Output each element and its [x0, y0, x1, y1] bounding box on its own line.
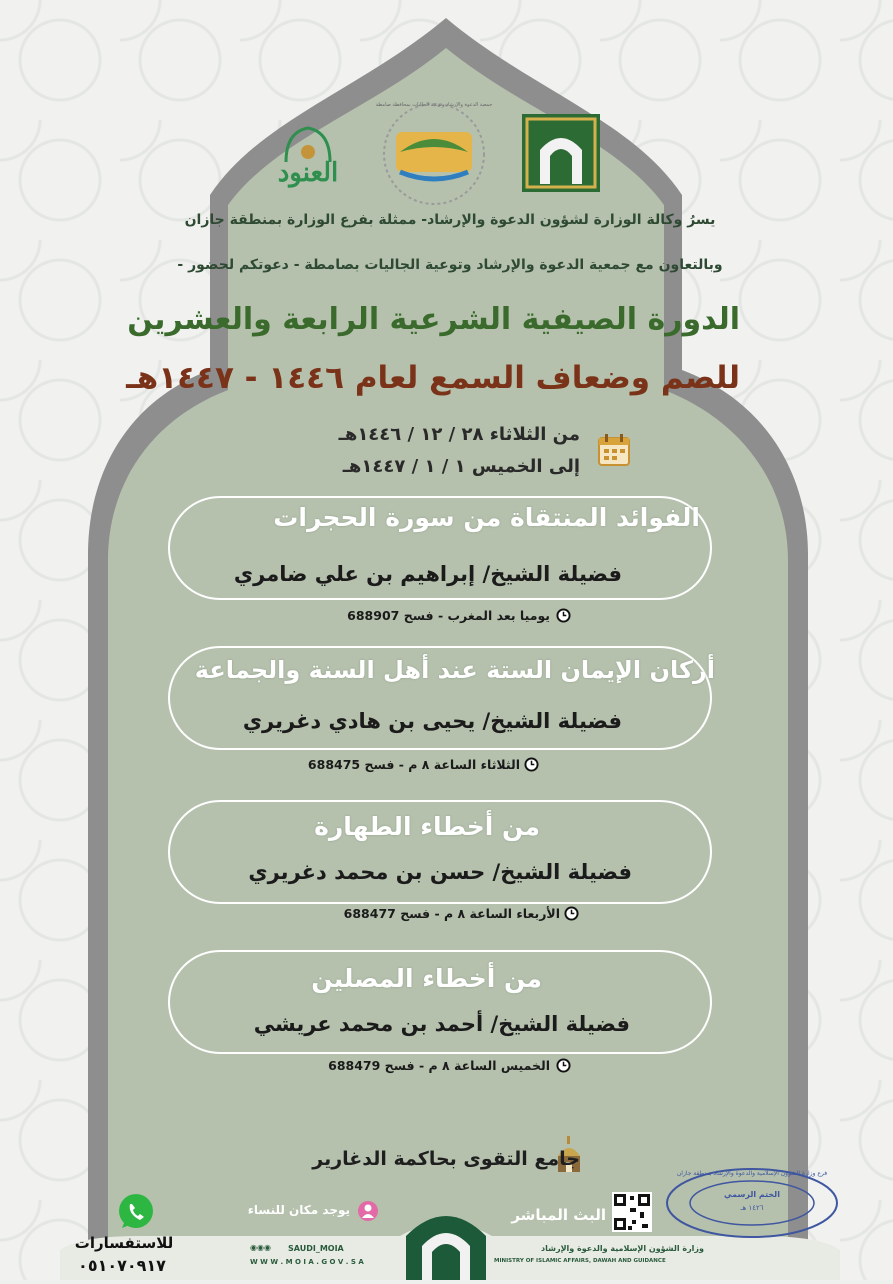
ministry-name-ar: وزارة الشؤون الإسلامية والدعوة والإرشاد — [541, 1244, 704, 1253]
course-sheikh-3: فضيلة الشيخ/ حسن بن محمد دغريري — [248, 860, 632, 884]
course-time-2: الثلاثاء الساعة ٨ م - فسح 688475 — [307, 757, 520, 772]
course-time-4: الخميس الساعة ٨ م - فسح 688479 — [328, 1058, 550, 1073]
course-title-3: من أخطاء الطهارة — [314, 812, 540, 841]
clock-icon — [564, 906, 579, 921]
association-logo — [374, 96, 494, 208]
date-from: من الثلاثاء ٢٨ / ١٢ / ١٤٤٦هـ — [338, 424, 580, 445]
stamp-text: فرع وزارة الشؤون الإسلامية والدعوة والإرشاد بمنطقة جازان — [676, 1170, 828, 1177]
intro-line-1: يسرُ وكالة الوزارة لشؤون الدعوة والإرشاد- ممثلة بفرع الوزارة بمنطقة جازان — [184, 212, 716, 228]
clock-icon — [556, 608, 571, 623]
association-caption: جمعية الدعوة والإرشاد وتوعية الجاليات بمحافظة صامطة — [375, 102, 493, 108]
date-to: إلى الخميس ١ / ١ / ١٤٤٧هـ — [342, 456, 580, 477]
course-sheikh-1: فضيلة الشيخ/ إبراهيم بن علي ضامري — [233, 562, 622, 586]
whatsapp-icon[interactable] — [116, 1192, 156, 1232]
mosque-name: جامع التقوى بحاكمة الدغارير — [312, 1148, 580, 1170]
course-title-2: أركان الإيمان الستة عند أهل السنة والجماعة — [194, 656, 715, 684]
ministry-logo — [518, 110, 604, 196]
women-icon — [357, 1200, 379, 1222]
inquiries-label: للاستفسارات — [74, 1234, 174, 1252]
course-title-1: الفوائد المنتقاة من سورة الحجرات — [273, 503, 700, 532]
course-sheikh-2: فضيلة الشيخ/ يحيى بن هادي دغريري — [242, 709, 622, 733]
course-title-4: من أخطاء المصلين — [311, 964, 542, 993]
inquiries-phone[interactable]: ٠٥١٠٧٠٩١٧ — [78, 1256, 166, 1275]
course-time-3: الأربعاء الساعة ٨ م - فسح 688477 — [343, 906, 560, 921]
women-section-note: يوجد مكان للنساء — [247, 1203, 350, 1217]
course-time-1: يوميا بعد المغرب - فسح 688907 — [347, 608, 550, 623]
footer-ministry-logo — [400, 1196, 492, 1280]
course-series-title: الدورة الصيفية الشرعية الرابعة والعشرين — [127, 302, 740, 337]
alanood-logo — [268, 122, 348, 194]
calendar-icon — [596, 432, 632, 468]
intro-line-2: وبالتعاون مع جمعية الدعوة والإرشاد وتوعية الجاليات بصامطة - دعوتكم لحضور - — [177, 257, 723, 273]
clock-icon — [524, 757, 539, 772]
course-sheikh-4: فضيلة الشيخ/ أحمد بن محمد عريشي — [253, 1012, 630, 1036]
alanood-logo-text: العنود — [277, 158, 339, 188]
ministry-name-en: MINISTRY OF ISLAMIC AFFAIRS, DAWAH AND GUIDANCE — [494, 1258, 666, 1264]
live-broadcast-label: البث المباشر — [511, 1206, 606, 1224]
social-handle[interactable]: SAUDI_MOIA — [288, 1244, 344, 1253]
clock-icon — [556, 1058, 571, 1073]
qr-code[interactable] — [612, 1192, 652, 1232]
stamp-year: ١٤٢٦ هـ — [740, 1204, 764, 1212]
official-stamp — [664, 1166, 840, 1240]
ministry-website[interactable]: W W W . M O I A . G O V . S A — [250, 1258, 364, 1266]
social-icons: ◉◉◉ — [250, 1243, 271, 1252]
course-series-subtitle: للصم وضعاف السمع لعام ١٤٤٦ - ١٤٤٧هـ — [126, 360, 740, 396]
stamp-center: الختم الرسمي — [724, 1190, 780, 1199]
